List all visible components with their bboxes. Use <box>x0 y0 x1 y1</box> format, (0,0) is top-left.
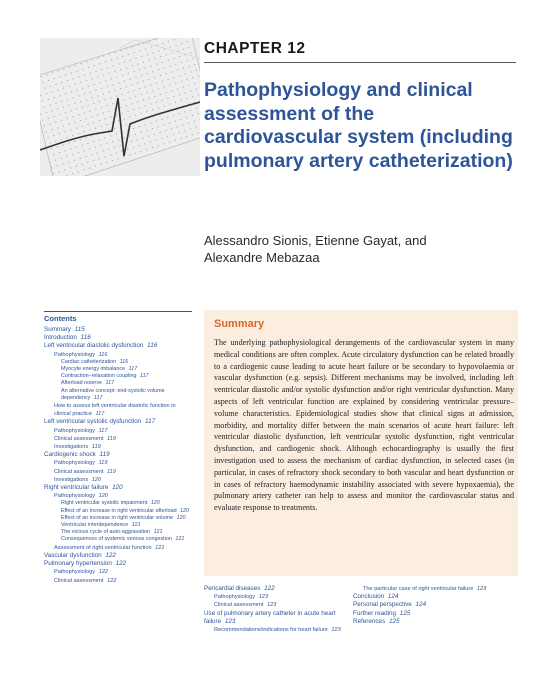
toc-item-page: 120 <box>110 484 123 492</box>
toc-item[interactable] <box>44 515 192 522</box>
toc-item-page: 117 <box>138 373 149 380</box>
chapter-authors <box>204 232 504 266</box>
toc-item[interactable] <box>44 529 192 536</box>
toc-item[interactable] <box>44 402 192 418</box>
toc-item[interactable] <box>44 359 192 366</box>
toc-item-page: 115 <box>72 326 85 333</box>
toc-item-page: 122 <box>103 551 116 559</box>
toc-item-page: 117 <box>92 394 103 401</box>
toc-item-page: 117 <box>104 380 115 387</box>
toc-item-text: Assessment of right ventricular function <box>54 544 152 551</box>
toc-item-text: Left ventricular diastolic dysfunction <box>44 342 144 350</box>
toc-item-text: Investigations <box>54 476 89 483</box>
toc-item[interactable] <box>353 585 503 593</box>
toc-item-page: 121 <box>173 536 185 543</box>
toc-item[interactable] <box>353 601 503 609</box>
toc-item-page: 121 <box>130 522 141 529</box>
toc-item-page: 123 <box>329 627 341 634</box>
toc-item-text: Clinical assessment <box>54 468 104 475</box>
toc-item-page: 123 <box>265 602 277 609</box>
toc-item-page: 122 <box>113 560 127 568</box>
toc-item[interactable] <box>44 451 192 459</box>
toc-item-page: 117 <box>143 418 156 426</box>
toc-item-text: Clinical assessment <box>54 577 104 584</box>
toc-item[interactable] <box>44 418 192 426</box>
toc-item-page: 122 <box>262 585 275 592</box>
toc-item-text: Myocyte energy imbalance <box>61 366 126 373</box>
toc-item-text: Cardiogenic shock <box>44 451 96 459</box>
toc-item[interactable] <box>44 508 192 515</box>
toc-item-page: 124 <box>386 593 399 601</box>
toc-item[interactable] <box>44 380 192 387</box>
chapter-divider <box>204 62 516 63</box>
toc-item-text: Clinical assessment <box>214 602 264 609</box>
toc-item[interactable] <box>44 342 192 350</box>
toc-item-text: Pericardial diseases <box>204 585 261 592</box>
toc-item[interactable] <box>44 326 192 334</box>
toc-item[interactable] <box>44 459 192 467</box>
toc-item[interactable] <box>44 427 192 435</box>
toc-item[interactable] <box>204 626 349 634</box>
toc-item-page: 116 <box>145 342 158 350</box>
toc-item[interactable] <box>44 435 192 443</box>
toc-item[interactable] <box>44 468 192 476</box>
toc-item[interactable] <box>204 585 349 593</box>
toc-item-page: 125 <box>398 609 411 617</box>
toc-item-text: Pathophysiology <box>54 569 96 576</box>
contents-title: Contents <box>44 314 77 323</box>
toc-item-page: 116 <box>97 351 108 358</box>
toc-item-page: 120 <box>97 493 108 500</box>
toc-item[interactable] <box>204 610 349 626</box>
contents-column-3 <box>353 585 503 626</box>
toc-item[interactable] <box>44 544 192 552</box>
contents-divider <box>44 311 192 312</box>
contents-items <box>44 326 192 585</box>
toc-item-text: How to assess left ventricular diastolic function in clinical practice <box>54 403 176 418</box>
toc-item-page: 121 <box>152 529 163 536</box>
authors-line-2: Alexandre Mebazaa <box>204 250 320 265</box>
toc-item-text: Afterload reserve <box>61 380 103 387</box>
toc-item-text: Introduction <box>44 334 77 342</box>
toc-item[interactable] <box>44 500 192 507</box>
toc-item-page: 122 <box>105 577 117 584</box>
toc-item[interactable] <box>44 536 192 543</box>
toc-item-page: 117 <box>97 427 108 434</box>
toc-item-text: Effect of an increase in right ventricular afterload <box>61 507 177 514</box>
toc-item-page: 116 <box>118 358 129 365</box>
toc-item-page: 119 <box>105 468 116 475</box>
toc-item-text: Right ventricular systolic impairment <box>61 500 148 507</box>
toc-item[interactable] <box>44 388 192 402</box>
toc-item-text: Further reading <box>353 609 397 617</box>
toc-item-text: Conclusion <box>353 593 385 601</box>
toc-item[interactable] <box>44 366 192 373</box>
toc-item-text: Contraction–relaxation coupling <box>61 373 137 380</box>
toc-item-text: Use of pulmonary artery catheter in acute heart failure <box>204 609 336 625</box>
toc-item[interactable] <box>44 334 192 342</box>
toc-item-page: 120 <box>90 476 102 483</box>
toc-item-page: 123 <box>223 617 236 625</box>
toc-item-page: 123 <box>257 594 268 601</box>
contents-column-2 <box>204 585 349 634</box>
toc-item-page: 121 <box>153 544 165 551</box>
toc-item-page: 125 <box>387 617 400 625</box>
toc-item-page: 123 <box>475 586 487 592</box>
toc-item-page: 116 <box>78 334 91 342</box>
toc-item-text: Right ventricular failure <box>44 484 109 492</box>
toc-item-page: 124 <box>413 601 427 609</box>
toc-item[interactable] <box>44 560 192 568</box>
toc-item[interactable] <box>44 443 192 451</box>
authors-line-1: Alessandro Sionis, Etienne Gayat, and <box>204 233 427 248</box>
ecg-tracing-illustration <box>40 38 200 176</box>
toc-item-text: Pathophysiology <box>54 351 96 358</box>
toc-item[interactable] <box>44 476 192 484</box>
toc-item-page: 120 <box>149 500 160 507</box>
toc-item[interactable] <box>44 568 192 576</box>
toc-item-text: Summary <box>44 326 71 333</box>
chapter-title: Pathophysiology and clinical assessment of the cardiovascular system (including pulmonary artery catheterization) <box>204 79 513 172</box>
toc-item-text: Pathophysiology <box>54 427 96 434</box>
toc-item-text: The vicious cycle of auto-aggravation <box>61 529 150 536</box>
summary-title: Summary <box>214 318 265 330</box>
toc-item-text: Pathophysiology <box>54 460 96 467</box>
toc-item[interactable] <box>44 552 192 560</box>
toc-item[interactable] <box>44 351 192 359</box>
toc-item-page: 122 <box>97 569 108 576</box>
toc-item-page: 117 <box>93 411 105 418</box>
toc-item-text: The particular case of right ventricular failure <box>363 586 474 592</box>
toc-item[interactable] <box>353 618 503 626</box>
toc-item[interactable] <box>353 593 503 601</box>
toc-item-text: Left ventricular systolic dysfunction <box>44 418 142 426</box>
toc-item-text: Personal perspective <box>353 601 412 609</box>
toc-item-text: An alternative concept: end-systolic volume dependency <box>61 387 165 401</box>
toc-item-page: 117 <box>127 366 138 373</box>
summary-text: The underlying pathophysiological derangements of the cardiovascular system in many medical conditions are often complex. Acute circulatory dysfunction can be related broadly to a cardiogenic cause leading to acute heart failure or be secondary to hypovolaemia or vascular dysfunction (e.g. sepsis). Different mechanisms may be involved, including left ventricular diastolic and/or systolic dysfunction and/or right ventricular dysfunction. Many aspects of left ventricular function are explained by considering ventricular pressure–volume characteristics. Epidemiological studies show that clinical signs at admission, morbidity, and mortality differ between the main scenarios of acute heart failure: left ventricular diastolic dysfunction, left ventricular systolic dysfunction, right ventricular dysfunction, and cardiogenic shock. Although echocardiography is usually the first investigation used to assess the mechanism of cardiac dysfunction, in selected cases (in particular, in cases of refractory shock secondary to both vascular and heart dysfunction or in cases of refractory haemodynamic instability associated with severe hypoxaemia), the pulmonary artery catheter can help to assess and monitor the cardiovascular status and evaluate response to treatments. <box>214 338 514 513</box>
toc-item-text: Recommendations/indications for heart failure <box>214 627 328 634</box>
toc-item-page: 120 <box>174 514 186 521</box>
toc-item[interactable] <box>44 522 192 529</box>
toc-item-text: References <box>353 617 386 625</box>
toc-item[interactable] <box>204 601 349 609</box>
toc-item-text: Pathophysiology <box>54 493 96 500</box>
toc-item[interactable] <box>44 577 192 585</box>
toc-item-page: 119 <box>90 444 101 451</box>
toc-item-text: Investigations <box>54 444 89 451</box>
toc-item-text: Ventricular interdependence <box>61 522 129 529</box>
toc-item-text: Pathophysiology <box>214 594 256 601</box>
toc-item[interactable] <box>44 492 192 500</box>
toc-item-page: 120 <box>178 507 190 514</box>
chapter-label: CHAPTER 12 <box>204 40 306 57</box>
toc-item-text: Pulmonary hypertension <box>44 560 112 568</box>
chapter-hero-image <box>40 38 200 176</box>
toc-item[interactable] <box>44 373 192 380</box>
toc-item[interactable] <box>353 610 503 618</box>
toc-item-text: Effect of an increase in right ventricular volume <box>61 514 173 521</box>
toc-item-text: Clinical assessment <box>54 435 104 442</box>
toc-item-page: 119 <box>97 460 108 467</box>
toc-item[interactable] <box>204 593 349 601</box>
toc-item-page: 119 <box>105 435 116 442</box>
toc-item[interactable] <box>44 484 192 492</box>
toc-item-text: Consequences of systemic venous congestion <box>61 536 172 543</box>
toc-item-text: Cardiac catheterization <box>61 358 117 365</box>
toc-item-text: Vascular dysfunction <box>44 551 102 559</box>
toc-item-page: 119 <box>97 451 110 459</box>
contents-list <box>44 314 192 585</box>
